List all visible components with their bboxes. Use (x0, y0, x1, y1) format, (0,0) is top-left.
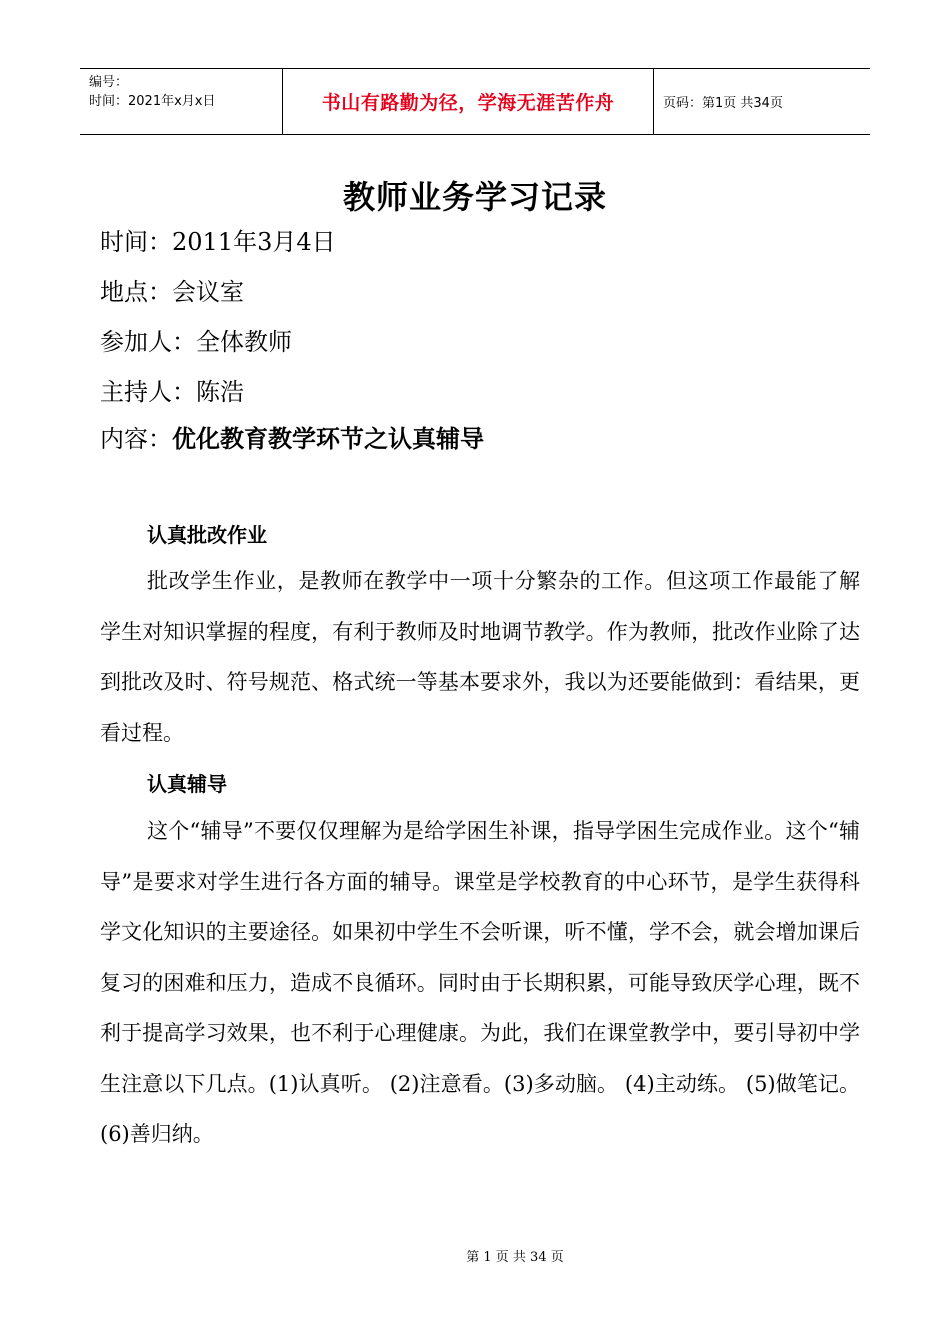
header-motto: 书山有路勤为径，学海无涯苦作舟 (282, 69, 654, 134)
meeting-place: 地点：会议室 (100, 278, 244, 306)
section-paragraph: 批改学生作业，是教师在教学中一项十分繁杂的工作。但这项工作最能了解学生对知识掌握的程度，有利于教师及时地调节教学。作为教师，批改作业除了达到批改及时、符号规范、格式统一等基本要求外，我以为还要能做到：看结果，更看过程。 (100, 569, 860, 745)
section-paragraph: 这个“辅导”不要仅仅理解为是给学困生补课，指导学困生完成作业。这个“辅导”是要求对学生进行各方面的辅导。课堂是学校教育的中心环节，是学生获得科学文化知识的主要途径。如果初中学生不会听课，听不懂，学不会，就会增加课后复习的困难和压力，造成不良循环。同时由于长期积累，可能导致厌学心理，既不利于提高学习效果，也不利于心理健康。为此，我们在课堂教学中，要引导初中学生注意以下几点。(1)认真听。 (2)注意看。(3)多动脑。 (4)主动练。 (5)做笔记。 (6)善归纳。 (100, 819, 860, 1146)
document-number-label: 编号： (89, 75, 129, 90)
document-title: 教师业务学习记录 (342, 178, 607, 216)
content-label: 内容： (100, 425, 172, 453)
section-heading: 认真辅导 (147, 772, 227, 796)
section-heading: 认真批改作业 (147, 523, 267, 547)
header-date: 时间：2021年x月x日 (89, 94, 216, 109)
meeting-content (100, 424, 484, 454)
meeting-host: 主持人：陈浩 (100, 378, 244, 406)
content-topic: 优化教育教学环节之认真辅导 (172, 425, 484, 453)
page-footer: 第 1 页 共 34 页 (466, 1250, 564, 1265)
header-info-cell (80, 69, 282, 134)
meeting-participants: 参加人：全体教师 (100, 328, 292, 356)
meeting-time: 时间：2011年3月4日 (100, 228, 336, 256)
page-header (80, 68, 870, 135)
header-page-info: 页码：第1页 共34页 (663, 96, 783, 111)
